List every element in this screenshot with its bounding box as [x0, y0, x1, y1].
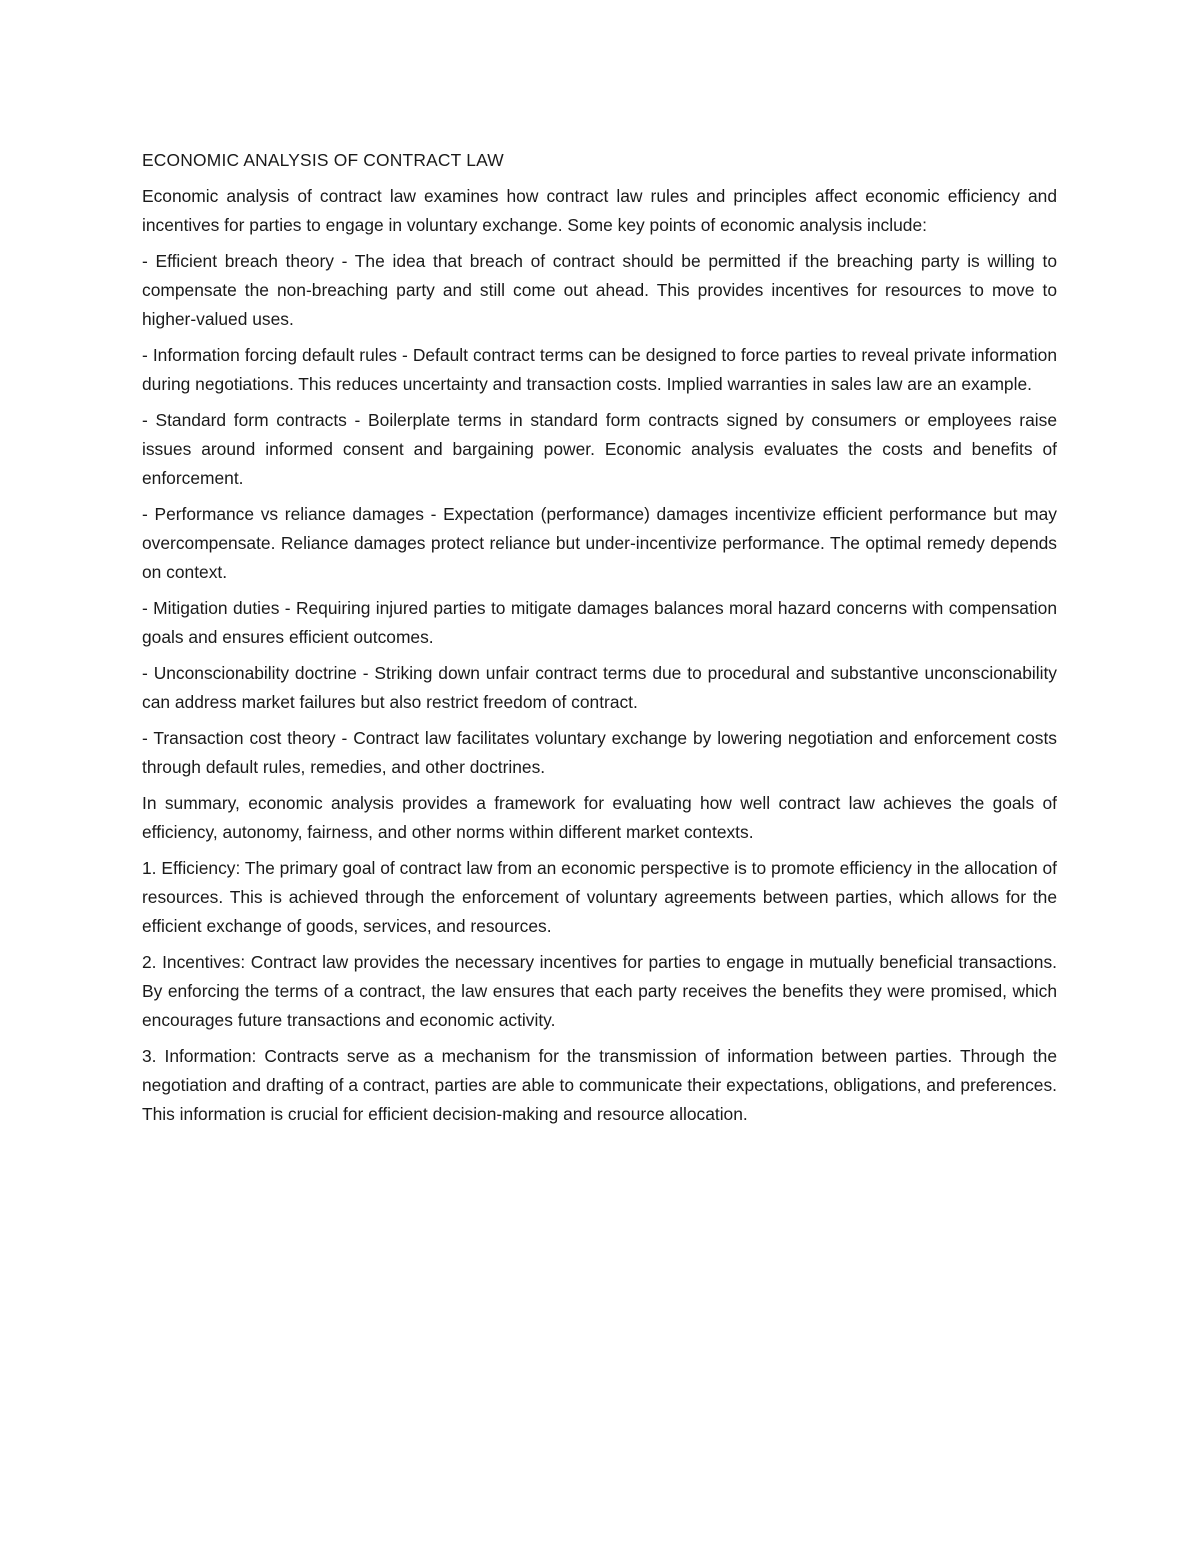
point-mitigation: - Mitigation duties - Requiring injured parties to mitigate damages balances moral hazard concerns with compensation goals and ensures efficient outcomes.	[142, 598, 1057, 647]
point-transaction-cost: - Transaction cost theory - Contract law facilitates voluntary exchange by lowering negotiation and enforcement costs through default rules, remedies, and other doctrines.	[142, 728, 1057, 777]
numbered-efficiency: 1. Efficiency: The primary goal of contract law from an economic perspective is to promote efficiency in the allocation of resources. This is achieved through the enforcement of voluntary agreements between parties, which allows for the efficient exchange of goods, services, and resources.	[142, 858, 1057, 936]
numbered-information: 3. Information: Contracts serve as a mechanism for the transmission of information between parties. Through the negotiation and drafting of a contract, parties are able to communicate their expectations, obligations, and preferences. This information is crucial for efficient decision-making and resource allocation.	[142, 1046, 1057, 1124]
point-unconscionability: - Unconscionability doctrine - Striking down unfair contract terms due to procedural and substantive unconscionability can address market failures but also restrict freedom of contract.	[142, 663, 1057, 712]
document-body	[142, 146, 1057, 1136]
document-title: ECONOMIC ANALYSIS OF CONTRACT LAW	[142, 150, 504, 170]
point-information-forcing: - Information forcing default rules - Default contract terms can be designed to force parties to reveal private information during negotiations. This reduces uncertainty and transaction costs. Implied warranties in sales law are an example.	[142, 345, 1057, 394]
intro-paragraph: Economic analysis of contract law examines how contract law rules and principles affect economic efficiency and incentives for parties to engage in voluntary exchange. Some key points of economic analysis include:	[142, 186, 1057, 235]
summary-paragraph: In summary, economic analysis provides a framework for evaluating how well contract law achieves the goals of efficiency, autonomy, fairness, and other norms within different market contexts.	[142, 793, 1057, 842]
point-standard-form: - Standard form contracts - Boilerplate terms in standard form contracts signed by consumers or employees raise issues around informed consent and bargaining power. Economic analysis evaluates the costs and benefits of enforcement.	[142, 410, 1057, 488]
point-damages: - Performance vs reliance damages - Expectation (performance) damages incentivize efficient performance but may overcompensate. Reliance damages protect reliance but under-incentivize performance. The optimal remedy depends on context.	[142, 504, 1057, 582]
numbered-incentives: 2. Incentives: Contract law provides the necessary incentives for parties to engage in mutually beneficial transactions. By enforcing the terms of a contract, the law ensures that each party receives the benefits they were promised, which encourages future transactions and economic activity.	[142, 952, 1057, 1030]
point-efficient-breach: - Efficient breach theory - The idea that breach of contract should be permitted if the breaching party is willing to compensate the non-breaching party and still come out ahead. This provides incentives for resources to move to higher-valued uses.	[142, 251, 1057, 329]
